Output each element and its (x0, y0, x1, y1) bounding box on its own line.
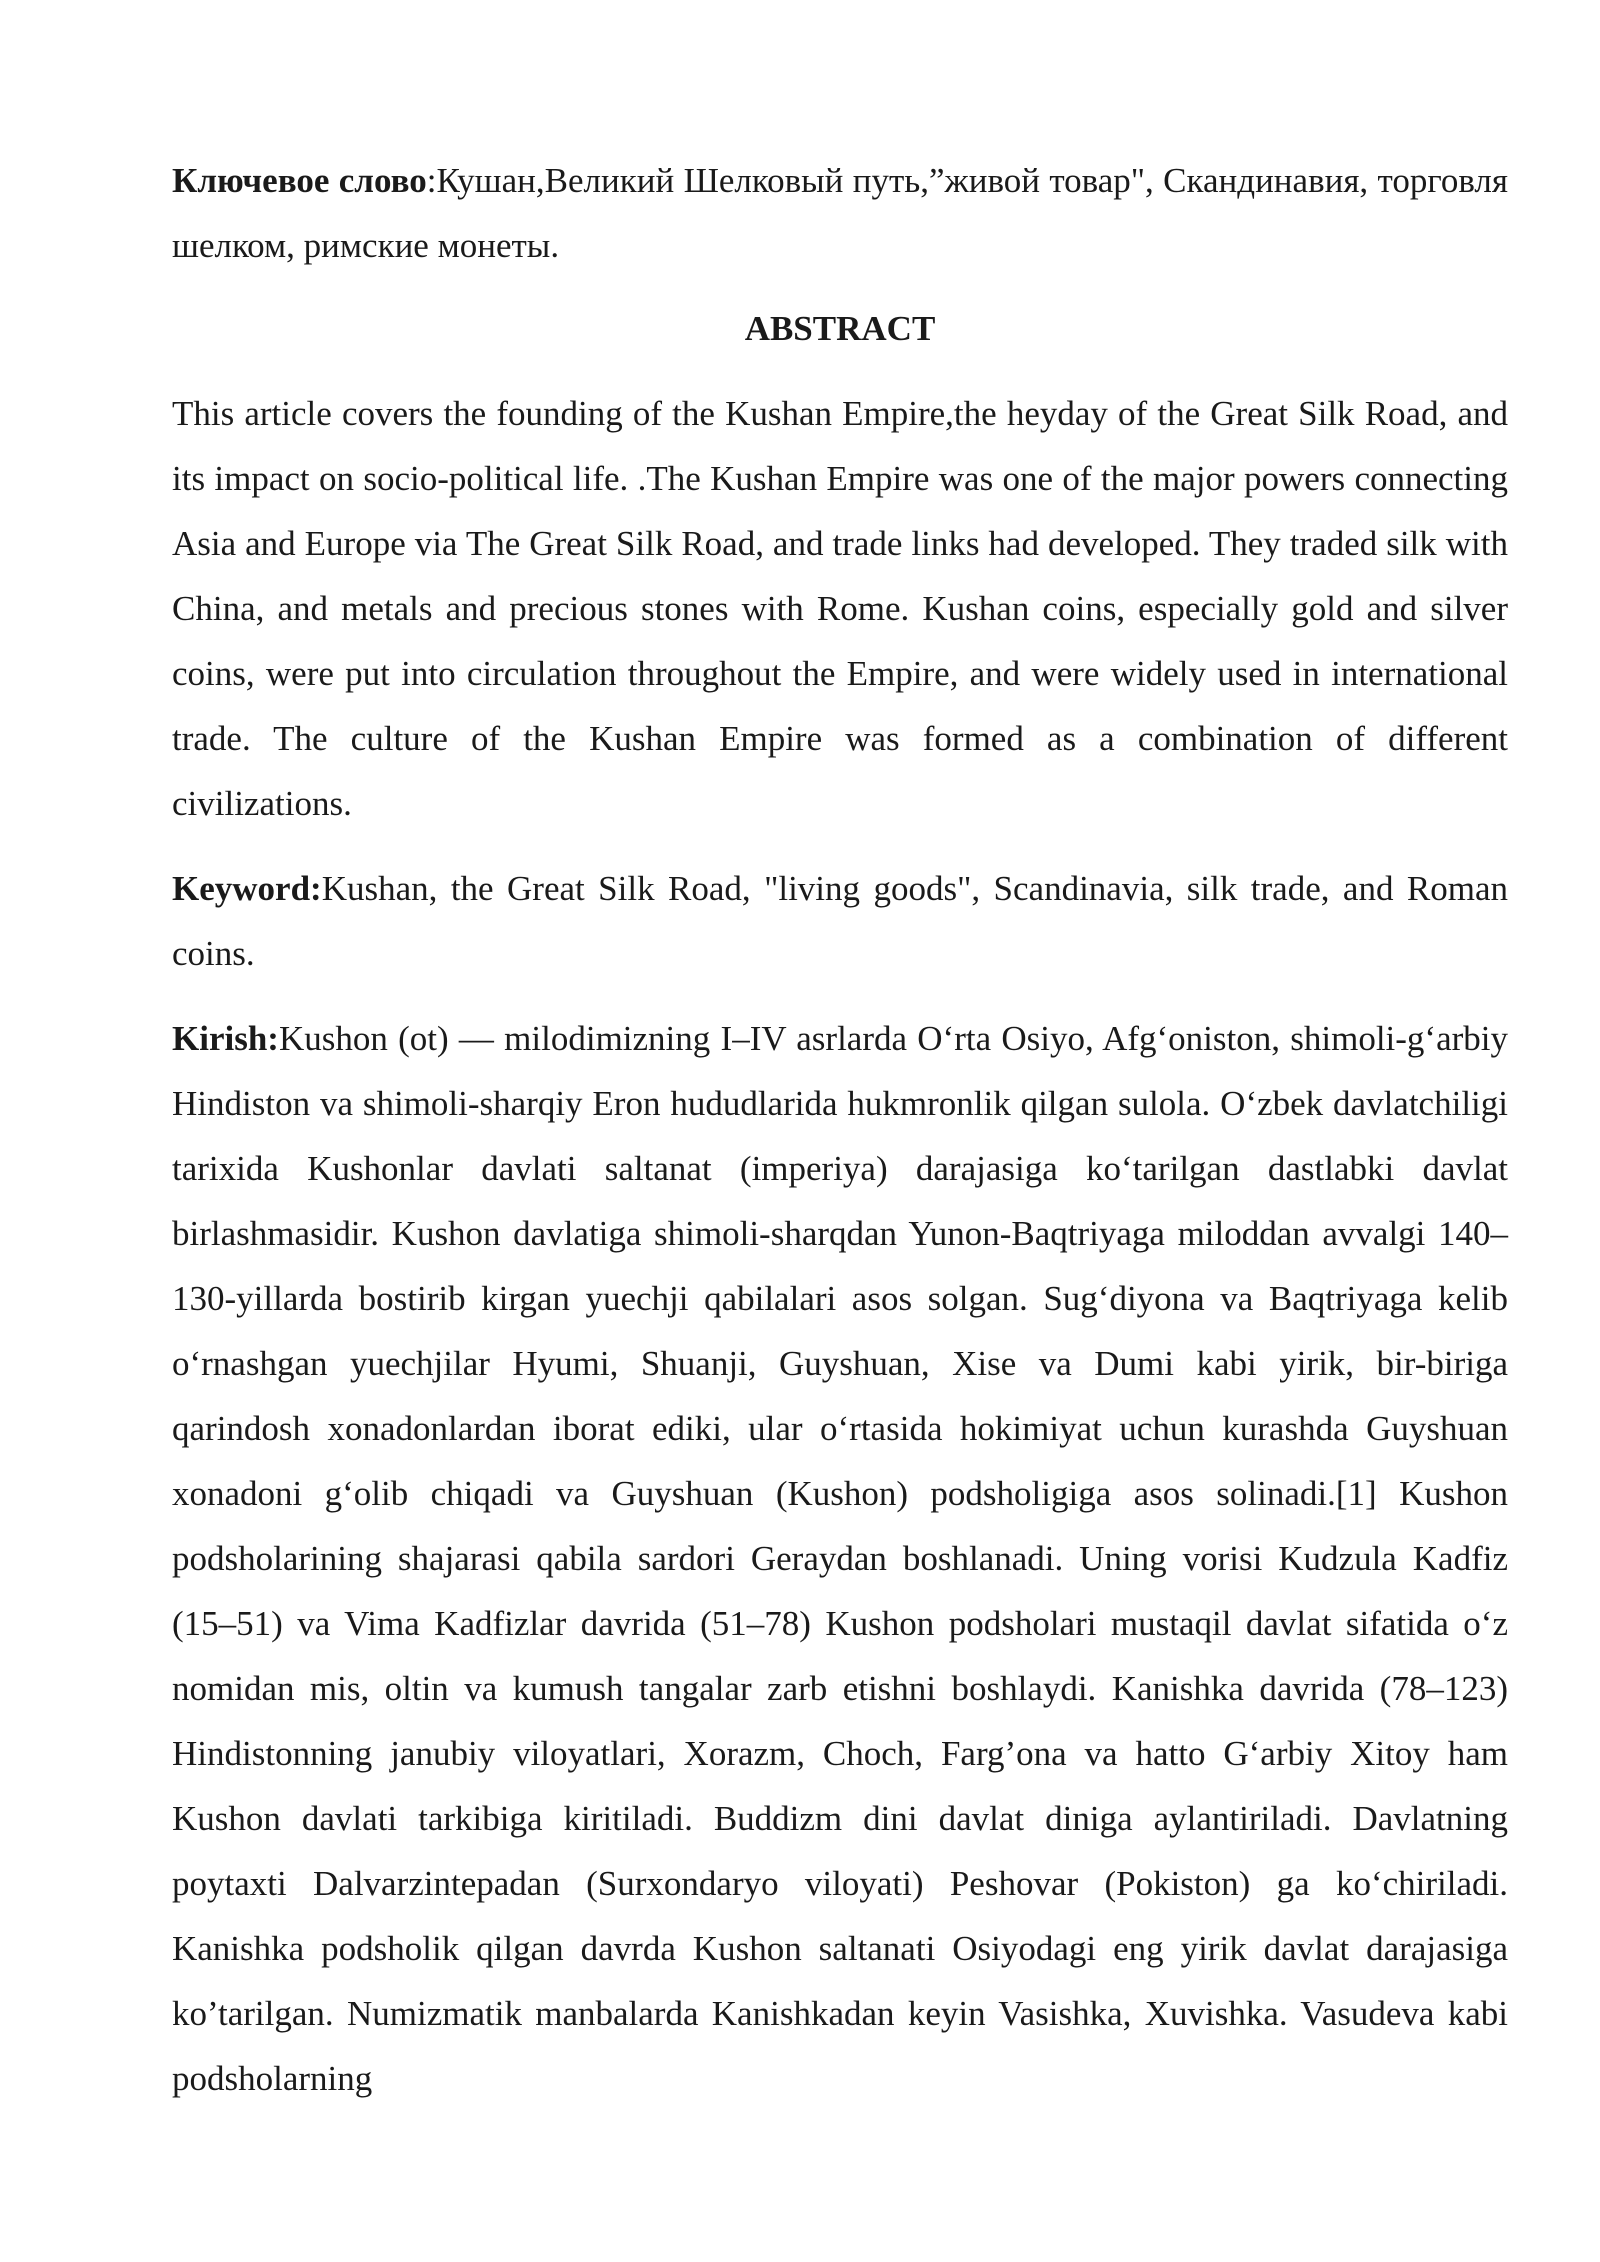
introduction-text: Kushon (ot) — milodimizning I–IV asrlarda Oʻrta Osiyo, Afgʻoniston, shimoli-gʻarbiy Hindiston va shimoli-sharqiy Eron hududlarida hukmronlik qilgan sulola. Oʻzbek davlatchiligi tarixida Kushonlar davlati saltanat (imperiya) darajasiga koʻtarilgan dastlabki davlat birlashmasidir. Kushon davlatiga shimoli-sharqdan Yunon-Baqtriyaga miloddan avvalgi 140–130-yillarda bostirib kirgan yuechji qabilalari asos solgan. Sugʻdiyona va Baqtriyaga kelib oʻrnashgan yuechjilar Hyumi, Shuanji, Guyshuan, Xise va Dumi kabi yirik, bir-biriga qarindosh xonadonlardan iborat ediki, ular oʻrtasida hokimiyat uchun kurashda Guyshuan xonadoni gʻolib chiqadi va Guyshuan (Kushon) podsholigiga asos solinadi.[1] Kushon podsholarining shajarasi qabila sardori Geraydan boshlanadi. Uning vorisi Kudzula Kadfiz (15–51) va Vima Kadfizlar davrida (51–78) Kushon podsholari mustaqil davlat sifatida oʻz nomidan mis, oltin va kumush tangalar zarb etishni boshlaydi. Kanishka davrida (78–123) Hindistonning janubiy viloyatlari, Xorazm, Choch, Farg’ona va hatto Gʻarbiy Xitoy ham Kushon davlati tarkibiga kiritiladi. Buddizm dini davlat diniga aylantiriladi. Davlatning poytaxti Dalvarzintepadan (Surxondaryo viloyati) Peshovar (Pokiston) ga koʻchiriladi. Kanishka podsholik qilgan davrda Kushon saltanati Osiyodagi eng yirik davlat darajasiga ko’tarilgan. Numizmatik manbalarda Kanishkadan keyin Vasishka, Xuvishka. Vasudeva kabi podsholarning (172, 1019, 1508, 2098)
english-keywords-text: Kushan, the Great Silk Road, "living goods", Scandinavia, silk trade, and Roman coins. (172, 869, 1508, 973)
english-keywords-paragraph (172, 856, 1508, 986)
abstract-heading: ABSTRACT (744, 309, 936, 348)
english-keywords-label: Keyword: (172, 869, 322, 908)
russian-keywords-paragraph (172, 148, 1508, 278)
russian-keywords-label: Ключевое слово (172, 161, 427, 200)
document-page (172, 148, 1508, 2111)
introduction-label: Kirish: (172, 1019, 279, 1058)
russian-keywords-text: :Кушан,Великий Шелковый путь,”живой товар", Скандинавия, торговля шелком, римские монеты. (172, 161, 1509, 265)
abstract-paragraph: This article covers the founding of the Kushan Empire,the heyday of the Great Silk Road, and its impact on socio-political life. .The Kushan Empire was one of the major powers connecting Asia and Europe via The Great Silk Road, and trade links had developed. They traded silk with China, and metals and precious stones with Rome. Kushan coins, especially gold and silver coins, were put into circulation throughout the Empire, and were widely used in international trade. The culture of the Kushan Empire was formed as a combination of different civilizations. (172, 394, 1508, 823)
introduction-paragraph (172, 1006, 1508, 2111)
